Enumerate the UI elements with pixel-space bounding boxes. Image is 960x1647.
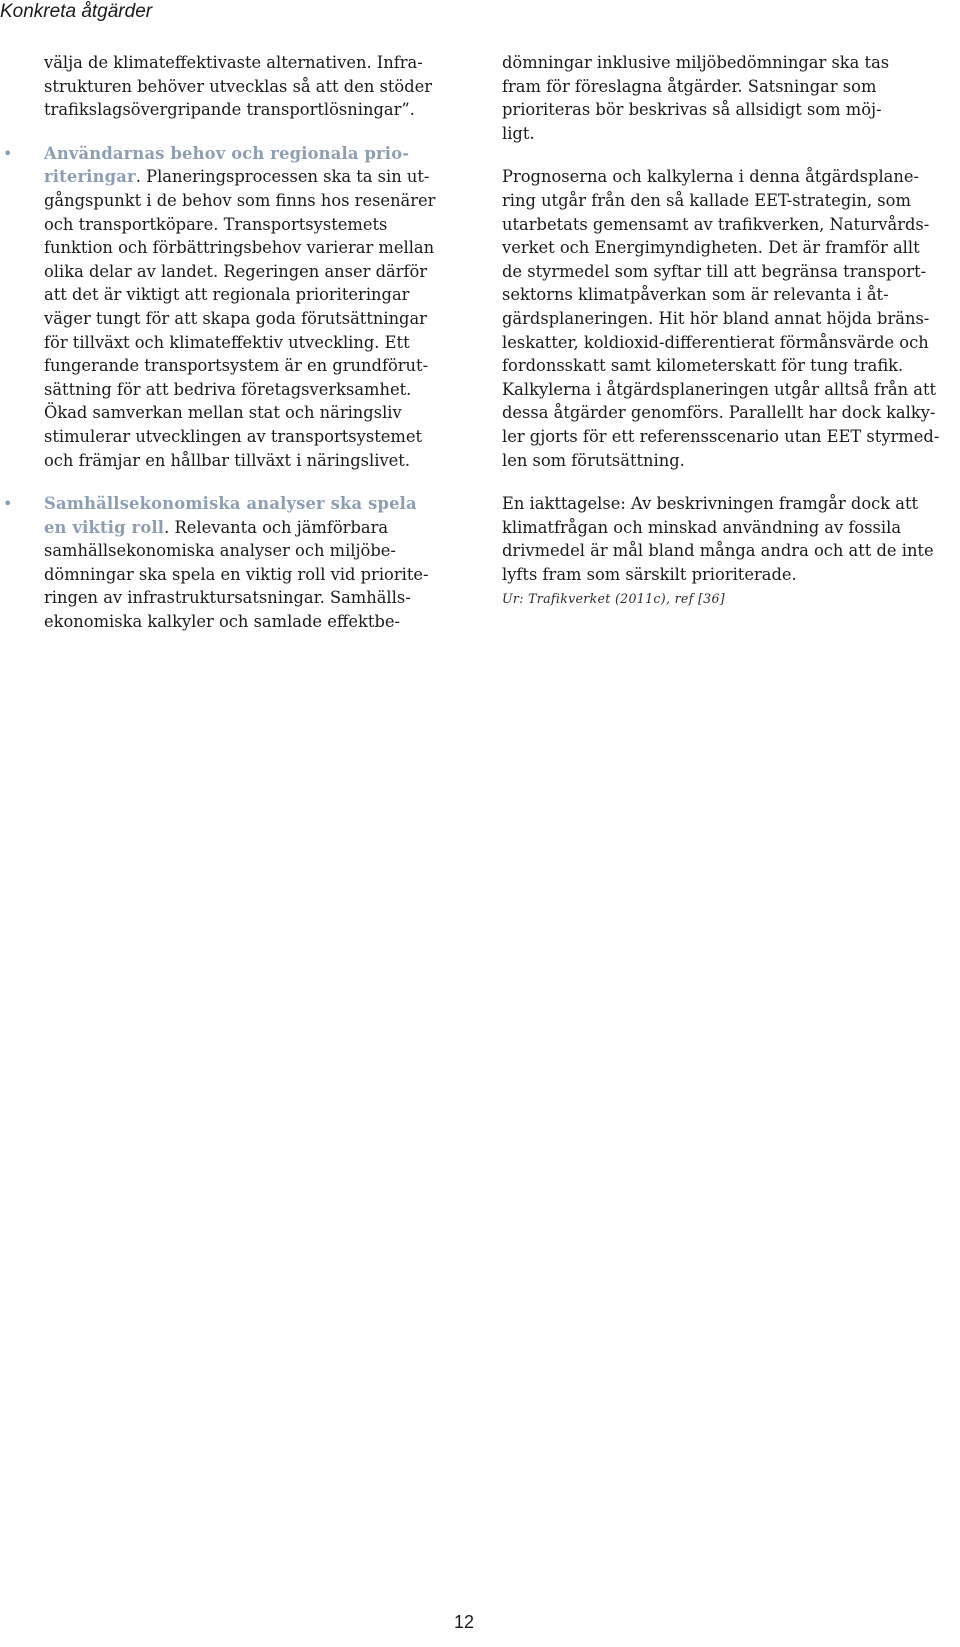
text-line: leskatter, koldioxid-differentierat förmånsvärde och (502, 332, 929, 352)
prognosis-paragraph (502, 165, 958, 472)
bullet-dot-icon: • (3, 494, 13, 514)
continuation-paragraph (502, 51, 958, 145)
bullet-text-line: ringen av infrastruktursatsningar. Samhälls- (44, 588, 411, 608)
bullet-text-line: sättning för att bedriva företagsverksamhet. (44, 379, 412, 399)
bullet-text-line: Relevanta och jämförbara (169, 517, 389, 537)
bullet-heading-line: en viktig roll (44, 517, 165, 537)
bullet-heading-line: riteringar (44, 167, 136, 187)
text-line: lyfts fram som särskilt prioriterade. (502, 564, 797, 584)
text-line: fordonsskatt samt kilometerskatt för tung trafik. (502, 356, 904, 376)
text-line: strukturen behöver utvecklas så att den stöder (44, 76, 433, 96)
bullet-text-line: Planeringsprocessen ska ta sin ut- (140, 167, 430, 187)
text-line: ligt. (502, 123, 535, 143)
text-line: de styrmedel som syftar till att begränsa transport- (502, 261, 927, 281)
bullet-dot-icon: • (3, 143, 13, 163)
text-line: verket och Energimyndigheten. Det är framför allt (502, 238, 920, 258)
bullet-heading-period: . (135, 167, 141, 187)
text-line: Prognoserna och kalkylerna i denna åtgärdsplane- (502, 167, 920, 187)
bullet-text-line: för tillväxt och klimateffektiv utveckling. Ett (44, 332, 410, 352)
bullet-heading-line: Samhällsekonomiska analyser ska spela (44, 494, 417, 514)
text-line: drivmedel är mål bland många andra och att de inte (502, 541, 934, 561)
text-line: dömningar inklusive miljöbedömningar ska tas (502, 53, 890, 72)
text-line: prioriteras bör beskrivas så allsidigt som möj- (502, 100, 882, 120)
bullet-text-line: funktion och förbättringsbehov varierar mellan (44, 238, 435, 258)
text-line: dessa åtgärder genomförs. Parallellt har dock kalky- (502, 403, 936, 423)
text-line: ring utgår från den så kallade EET-strategin, som (502, 190, 911, 210)
text-line: trafikslagsövergripande transportlösningar”. (44, 100, 415, 120)
bullet-item-socioeconomic (3, 492, 446, 634)
intro-paragraph (44, 51, 446, 122)
bullet-text-line: att det är viktigt att regionala prioriteringar (44, 285, 410, 305)
source-citation: Ur: Trafikverket (2011c), ref [36] (502, 591, 725, 607)
text-line: klimatfrågan och minskad användning av fossila (502, 517, 902, 537)
left-column (3, 51, 446, 634)
text-line: Kalkylerna i åtgärdsplaneringen utgår alltså från att (502, 379, 937, 399)
bullet-text-line: olika delar av landet. Regeringen anser därför (44, 261, 428, 281)
bullet-text-line: och transportköpare. Transportsystemets (44, 214, 388, 234)
bullet-text-line: stimulerar utvecklingen av transportsystemet (44, 426, 422, 446)
text-line: ler gjorts för ett referensscenario utan EET styrmed- (502, 426, 940, 446)
bullet-text-line: Ökad samverkan mellan stat och näringsliv (44, 403, 402, 423)
bullet-text-line: väger tungt för att skapa goda förutsättningar (44, 308, 427, 328)
bullet-text-line: dömningar ska spela en viktig roll vid priorite- (44, 564, 429, 584)
page-header-title: Konkreta åtgärder (0, 1, 153, 22)
bullet-heading-period: . (164, 517, 170, 537)
observation-paragraph (502, 492, 958, 586)
bullet-text-line: fungerande transportsystem är en grundförut- (44, 356, 429, 376)
bullet-item-user-needs (3, 142, 446, 472)
text-line: utarbetats gemensamt av trafikverken, Naturvårds- (502, 214, 930, 234)
bullet-text-line: ekonomiska kalkyler och samlade effektbe- (44, 612, 401, 632)
right-column (502, 51, 958, 608)
bullet-heading-line: Användarnas behov och regionala prio- (44, 143, 410, 163)
bullet-text-line: och främjar en hållbar tillväxt i näringslivet. (44, 450, 411, 470)
bullet-text-line: samhällsekonomiska analyser och miljöbe- (44, 541, 396, 561)
text-line: sektorns klimatpåverkan som är relevanta i åt- (502, 285, 889, 305)
text-line: len som förutsättning. (502, 450, 685, 470)
text-line: välja de klimateffektivaste alternativen. Infra- (44, 53, 423, 72)
bullet-text-line: gångspunkt i de behov som finns hos resenärer (44, 190, 436, 210)
page-number: 12 (453, 1612, 475, 1632)
text-line: fram för föreslagna åtgärder. Satsningar som (502, 76, 877, 96)
text-line: gärdsplaneringen. Hit hör bland annat höjda bräns- (502, 308, 930, 328)
text-line: En iakttagelse: Av beskrivningen framgår dock att (502, 494, 919, 514)
